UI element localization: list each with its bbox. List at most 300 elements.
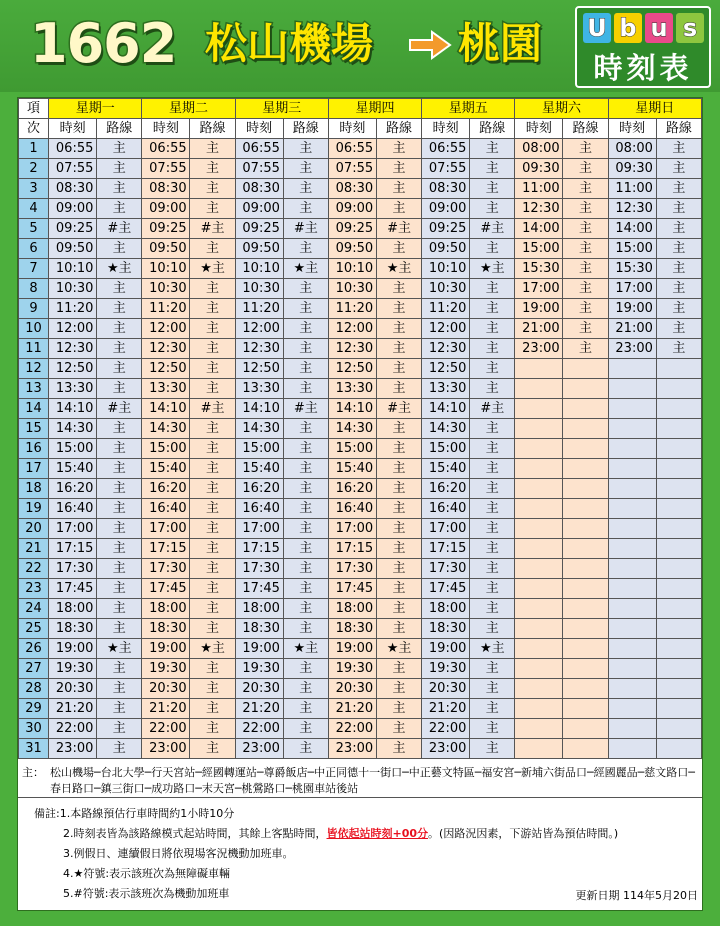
departure-time: 19:30 — [328, 659, 376, 679]
remark-2-text-a: 2.時刻表皆為該路線模式起站時間，其餘上客點時間， — [63, 827, 327, 840]
route-variant: 主 — [283, 539, 328, 559]
table-row — [19, 699, 702, 719]
route-variant — [656, 539, 701, 559]
row-index: 2 — [19, 159, 49, 179]
departure-time: 09:50 — [328, 239, 376, 259]
departure-time: 14:10 — [49, 399, 97, 419]
route-column-header: 路線 — [563, 119, 608, 139]
route-variant: ★主 — [376, 639, 421, 659]
route-variant: 主 — [97, 539, 142, 559]
route-variant: 主 — [97, 199, 142, 219]
route-variant: 主 — [470, 319, 515, 339]
departure-time: 12:30 — [142, 339, 190, 359]
route-variant: 主 — [97, 599, 142, 619]
departure-time: 09:25 — [49, 219, 97, 239]
departure-time: 20:30 — [49, 679, 97, 699]
row-index: 3 — [19, 179, 49, 199]
route-variant — [563, 499, 608, 519]
departure-time: 18:00 — [328, 599, 376, 619]
departure-time: 16:20 — [49, 479, 97, 499]
row-index: 24 — [19, 599, 49, 619]
departure-time: 17:15 — [422, 539, 470, 559]
table-row — [19, 419, 702, 439]
route-variant — [563, 659, 608, 679]
route-variant: 主 — [470, 659, 515, 679]
departure-time: 19:30 — [142, 659, 190, 679]
route-variant — [563, 699, 608, 719]
route-variant: 主 — [190, 179, 235, 199]
route-variant: 主 — [376, 419, 421, 439]
departure-time — [515, 559, 563, 579]
route-variant: 主 — [470, 679, 515, 699]
route-variant: 主 — [283, 699, 328, 719]
timetable-label: 時刻表 — [593, 51, 693, 85]
route-variant: 主 — [283, 199, 328, 219]
route-variant: #主 — [283, 219, 328, 239]
departure-time: 10:30 — [422, 279, 470, 299]
departure-time — [608, 599, 656, 619]
departure-time — [515, 619, 563, 639]
departure-time: 19:00 — [608, 299, 656, 319]
route-variant: 主 — [656, 219, 701, 239]
route-variant: 主 — [190, 719, 235, 739]
departure-time: 16:20 — [328, 479, 376, 499]
departure-time: 11:00 — [515, 179, 563, 199]
departure-time: 18:30 — [328, 619, 376, 639]
departure-time: 17:30 — [142, 559, 190, 579]
departure-time: 13:30 — [235, 379, 283, 399]
route-variant: 主 — [376, 519, 421, 539]
departure-time: 14:10 — [422, 399, 470, 419]
day-header: 星期日 — [608, 99, 701, 119]
departure-time: 17:00 — [608, 279, 656, 299]
departure-time: 12:50 — [235, 359, 283, 379]
route-variant — [563, 379, 608, 399]
departure-time: 12:30 — [608, 199, 656, 219]
departure-time: 08:30 — [142, 179, 190, 199]
route-variant: 主 — [283, 159, 328, 179]
row-index: 29 — [19, 699, 49, 719]
departure-time: 17:15 — [49, 539, 97, 559]
departure-time: 13:30 — [49, 379, 97, 399]
route-column-header: 路線 — [97, 119, 142, 139]
departure-time: 12:50 — [142, 359, 190, 379]
departure-time: 19:30 — [235, 659, 283, 679]
route-variant: 主 — [470, 179, 515, 199]
route-variant: 主 — [470, 499, 515, 519]
route-variant — [656, 659, 701, 679]
ubus-letter: U — [583, 13, 611, 43]
row-index: 25 — [19, 619, 49, 639]
departure-time — [515, 699, 563, 719]
departure-time: 15:40 — [49, 459, 97, 479]
table-row — [19, 499, 702, 519]
route-variant: 主 — [376, 179, 421, 199]
departure-time: 19:00 — [422, 639, 470, 659]
day-header: 星期一 — [49, 99, 142, 119]
departure-time: 12:50 — [328, 359, 376, 379]
route-variant: 主 — [283, 239, 328, 259]
route-variant: 主 — [97, 559, 142, 579]
route-variant: 主 — [470, 299, 515, 319]
departure-time — [515, 439, 563, 459]
departure-time: 15:40 — [328, 459, 376, 479]
route-variant: 主 — [283, 579, 328, 599]
route-variant — [656, 739, 701, 759]
departure-time: 12:30 — [422, 339, 470, 359]
row-index: 17 — [19, 459, 49, 479]
day-header: 星期五 — [422, 99, 515, 119]
departure-time — [608, 719, 656, 739]
route-variant — [656, 719, 701, 739]
departure-time: 23:00 — [608, 339, 656, 359]
departure-time: 18:30 — [422, 619, 470, 639]
route-variant: 主 — [376, 199, 421, 219]
departure-time — [515, 739, 563, 759]
departure-time: 14:10 — [328, 399, 376, 419]
route-variant: 主 — [97, 379, 142, 399]
departure-time: 08:00 — [515, 139, 563, 159]
route-variant — [563, 739, 608, 759]
departure-time: 10:30 — [235, 279, 283, 299]
table-row — [19, 179, 702, 199]
row-index: 12 — [19, 359, 49, 379]
route-variant — [656, 439, 701, 459]
route-variant — [656, 479, 701, 499]
route-variant: 主 — [97, 739, 142, 759]
departure-time: 23:00 — [515, 339, 563, 359]
table-row — [19, 259, 702, 279]
departure-time: 17:45 — [49, 579, 97, 599]
route-variant: #主 — [190, 219, 235, 239]
departure-time: 09:00 — [328, 199, 376, 219]
remarks — [18, 804, 702, 910]
route-variant: 主 — [97, 319, 142, 339]
route-variant — [563, 399, 608, 419]
departure-time: 09:00 — [235, 199, 283, 219]
route-variant: 主 — [376, 479, 421, 499]
departure-time: 09:50 — [235, 239, 283, 259]
departure-time — [608, 439, 656, 459]
departure-time: 09:50 — [142, 239, 190, 259]
remark-2-text-b: 。(因路況因素，下游站皆為預估時間。) — [428, 827, 619, 840]
departure-time: 17:30 — [422, 559, 470, 579]
route-variant: 主 — [376, 559, 421, 579]
route-variant: 主 — [190, 459, 235, 479]
route-variant: 主 — [470, 439, 515, 459]
row-index: 16 — [19, 439, 49, 459]
departure-time: 23:00 — [235, 739, 283, 759]
row-index: 19 — [19, 499, 49, 519]
departure-time: 19:00 — [515, 299, 563, 319]
route-variant: 主 — [283, 739, 328, 759]
route-variant: 主 — [190, 279, 235, 299]
route-variant: 主 — [190, 199, 235, 219]
route-variant: 主 — [376, 459, 421, 479]
route-variant: 主 — [470, 199, 515, 219]
departure-time: 12:30 — [328, 339, 376, 359]
row-index: 30 — [19, 719, 49, 739]
departure-time — [515, 539, 563, 559]
index-header-top: 項 — [19, 99, 49, 119]
route-variant — [656, 459, 701, 479]
table-row — [19, 299, 702, 319]
time-column-header: 時刻 — [328, 119, 376, 139]
departure-time: 10:10 — [235, 259, 283, 279]
departure-time: 22:00 — [142, 719, 190, 739]
departure-time: 12:30 — [49, 339, 97, 359]
route-variant: 主 — [283, 359, 328, 379]
route-variant: #主 — [376, 399, 421, 419]
route-variant: 主 — [656, 179, 701, 199]
ubus-letter: b — [614, 13, 642, 43]
table-row — [19, 519, 702, 539]
departure-time: 07:55 — [235, 159, 283, 179]
route-variant: 主 — [656, 159, 701, 179]
departure-time: 10:30 — [328, 279, 376, 299]
arrow-right-icon — [408, 30, 452, 60]
route-variant: 主 — [376, 159, 421, 179]
departure-time — [608, 579, 656, 599]
departure-time: 07:55 — [328, 159, 376, 179]
route-variant: 主 — [376, 379, 421, 399]
departure-time — [515, 599, 563, 619]
row-index: 28 — [19, 679, 49, 699]
departure-time: 15:00 — [49, 439, 97, 459]
route-variant: 主 — [376, 699, 421, 719]
departure-time: 10:10 — [422, 259, 470, 279]
route-variant: 主 — [470, 539, 515, 559]
route-destination: 桃園 — [458, 19, 543, 68]
route-variant — [563, 459, 608, 479]
row-index: 10 — [19, 319, 49, 339]
route-variant: 主 — [283, 619, 328, 639]
route-variant: 主 — [563, 219, 608, 239]
table-row — [19, 279, 702, 299]
remark-3: 3.例假日、連續假日將依現場客況機動加班車。 — [63, 847, 294, 860]
departure-time: 23:00 — [49, 739, 97, 759]
departure-time: 21:20 — [235, 699, 283, 719]
row-index: 7 — [19, 259, 49, 279]
departure-time: 16:40 — [328, 499, 376, 519]
route-variant: 主 — [97, 579, 142, 599]
route-variant: 主 — [376, 279, 421, 299]
departure-time — [608, 399, 656, 419]
table-row — [19, 459, 702, 479]
time-column-header: 時刻 — [235, 119, 283, 139]
route-variant: 主 — [656, 259, 701, 279]
table-row — [19, 199, 702, 219]
table-row — [19, 239, 702, 259]
departure-time: 17:30 — [328, 559, 376, 579]
route-variant: 主 — [190, 339, 235, 359]
row-index: 22 — [19, 559, 49, 579]
table-row — [19, 359, 702, 379]
route-variant: 主 — [470, 419, 515, 439]
departure-time: 17:00 — [422, 519, 470, 539]
departure-time: 21:20 — [142, 699, 190, 719]
departure-time: 12:30 — [515, 199, 563, 219]
route-variant: 主 — [376, 339, 421, 359]
departure-time: 18:30 — [49, 619, 97, 639]
departure-time: 15:40 — [142, 459, 190, 479]
route-variant: 主 — [376, 239, 421, 259]
departure-time: 17:15 — [235, 539, 283, 559]
time-column-header: 時刻 — [515, 119, 563, 139]
route-variant: ★主 — [283, 639, 328, 659]
route-variant — [563, 359, 608, 379]
route-variant: 主 — [97, 659, 142, 679]
route-variant: 主 — [376, 579, 421, 599]
route-variant: 主 — [376, 139, 421, 159]
departure-time: 14:30 — [142, 419, 190, 439]
table-row — [19, 159, 702, 179]
departure-time: 17:45 — [142, 579, 190, 599]
departure-time: 06:55 — [49, 139, 97, 159]
departure-time: 10:10 — [328, 259, 376, 279]
row-index: 5 — [19, 219, 49, 239]
route-variant: 主 — [376, 679, 421, 699]
departure-time: 17:45 — [235, 579, 283, 599]
route-variant: 主 — [563, 179, 608, 199]
departure-time: 14:10 — [235, 399, 283, 419]
route-note-label: 主： — [22, 766, 44, 779]
route-column-header: 路線 — [656, 119, 701, 139]
route-variant: 主 — [283, 299, 328, 319]
route-variant: 主 — [283, 339, 328, 359]
departure-time: 14:30 — [235, 419, 283, 439]
row-index: 26 — [19, 639, 49, 659]
route-variant: 主 — [283, 659, 328, 679]
route-variant: #主 — [190, 399, 235, 419]
table-row — [19, 319, 702, 339]
departure-time: 07:55 — [142, 159, 190, 179]
route-variant: 主 — [190, 599, 235, 619]
route-variant — [563, 439, 608, 459]
ubus-wordmark — [583, 13, 707, 45]
day-header: 星期四 — [328, 99, 421, 119]
row-index: 18 — [19, 479, 49, 499]
route-variant: 主 — [563, 159, 608, 179]
route-variant: 主 — [283, 419, 328, 439]
route-variant: 主 — [283, 139, 328, 159]
departure-time: 20:30 — [142, 679, 190, 699]
departure-time — [608, 699, 656, 719]
table-row — [19, 619, 702, 639]
departure-time: 17:00 — [515, 279, 563, 299]
route-variant: 主 — [470, 579, 515, 599]
route-variant — [656, 559, 701, 579]
route-variant: 主 — [470, 599, 515, 619]
route-variant: 主 — [283, 599, 328, 619]
departure-time — [515, 639, 563, 659]
route-variant: 主 — [470, 239, 515, 259]
route-variant — [656, 639, 701, 659]
table-row — [19, 599, 702, 619]
route-variant: 主 — [563, 199, 608, 219]
departure-time: 23:00 — [142, 739, 190, 759]
remark-5: 5.#符號:表示該班次為機動加班車 — [63, 887, 230, 900]
route-variant: 主 — [376, 299, 421, 319]
timetable-sheet — [17, 97, 703, 911]
route-variant — [656, 499, 701, 519]
departure-time: 17:30 — [49, 559, 97, 579]
departure-time: 21:00 — [515, 319, 563, 339]
route-variant: ★主 — [97, 639, 142, 659]
departure-time: 15:00 — [422, 439, 470, 459]
departure-time: 11:00 — [608, 179, 656, 199]
departure-time: 09:00 — [49, 199, 97, 219]
route-variant: 主 — [97, 339, 142, 359]
route-variant — [563, 559, 608, 579]
route-variant: 主 — [283, 679, 328, 699]
departure-time: 16:40 — [235, 499, 283, 519]
departure-time: 16:20 — [422, 479, 470, 499]
route-variant: 主 — [470, 479, 515, 499]
departure-time: 16:20 — [142, 479, 190, 499]
route-variant: 主 — [376, 439, 421, 459]
remark-4: 4.★符號:表示該班次為無障礙車輛 — [63, 867, 231, 880]
route-variant: 主 — [283, 279, 328, 299]
row-index: 8 — [19, 279, 49, 299]
departure-time: 18:00 — [422, 599, 470, 619]
departure-time: 09:00 — [422, 199, 470, 219]
route-variant: ★主 — [470, 259, 515, 279]
route-variant: 主 — [97, 459, 142, 479]
departure-time — [608, 539, 656, 559]
departure-time: 09:25 — [142, 219, 190, 239]
departure-time — [608, 559, 656, 579]
route-variant: 主 — [283, 559, 328, 579]
departure-time: 17:15 — [328, 539, 376, 559]
departure-time — [608, 379, 656, 399]
departure-time — [608, 679, 656, 699]
route-variant: 主 — [563, 299, 608, 319]
departure-time — [608, 359, 656, 379]
departure-time: 22:00 — [422, 719, 470, 739]
route-variant: 主 — [376, 319, 421, 339]
departure-time: 17:00 — [235, 519, 283, 539]
route-variant: 主 — [97, 359, 142, 379]
route-variant — [656, 679, 701, 699]
departure-time: 14:00 — [515, 219, 563, 239]
route-variant: 主 — [97, 479, 142, 499]
route-variant: 主 — [97, 139, 142, 159]
route-variant: 主 — [190, 319, 235, 339]
route-variant: 主 — [97, 519, 142, 539]
departure-time — [515, 459, 563, 479]
route-variant: 主 — [656, 139, 701, 159]
route-variant: 主 — [656, 239, 701, 259]
route-variant: 主 — [97, 299, 142, 319]
row-index: 27 — [19, 659, 49, 679]
departure-time: 13:30 — [328, 379, 376, 399]
departure-time: 17:45 — [422, 579, 470, 599]
route-variant: 主 — [563, 239, 608, 259]
route-variant: 主 — [190, 739, 235, 759]
departure-time: 08:30 — [328, 179, 376, 199]
route-variant: 主 — [563, 319, 608, 339]
route-variant: 主 — [563, 139, 608, 159]
table-row — [19, 659, 702, 679]
route-variant: 主 — [470, 159, 515, 179]
row-index: 9 — [19, 299, 49, 319]
departure-time: 21:20 — [328, 699, 376, 719]
departure-time — [608, 459, 656, 479]
departure-time — [608, 479, 656, 499]
departure-time: 12:00 — [328, 319, 376, 339]
departure-time: 19:30 — [422, 659, 470, 679]
